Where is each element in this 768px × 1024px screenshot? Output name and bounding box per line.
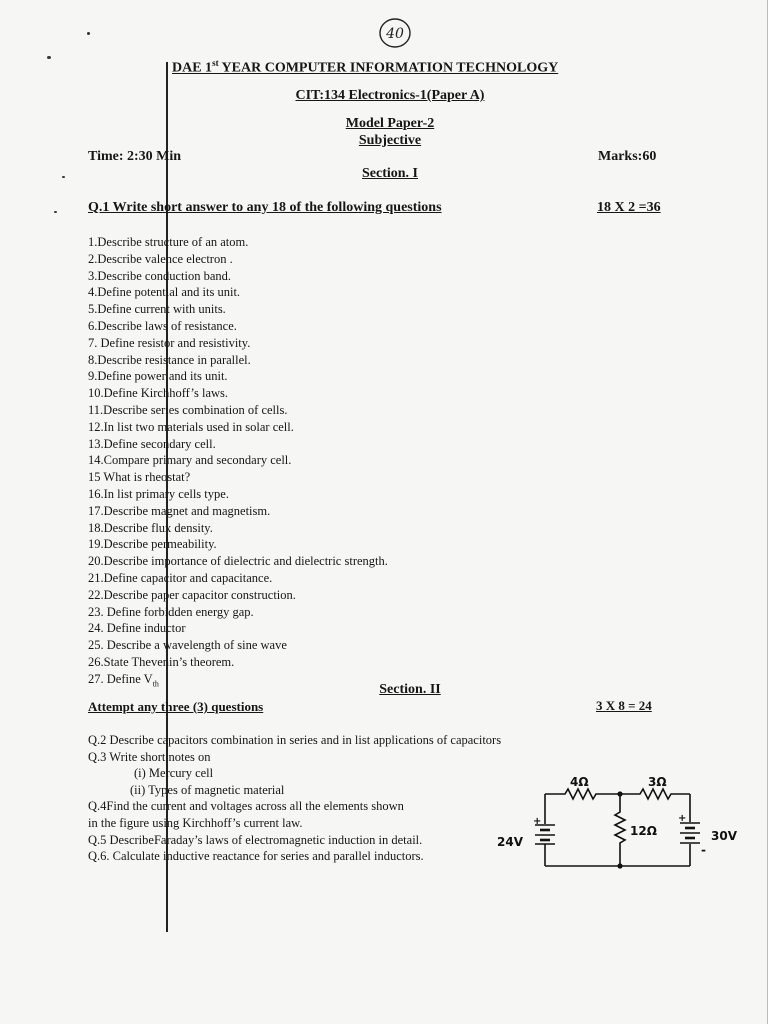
list-item: 2.Describe valence electron . (88, 251, 233, 266)
list-item: 19.Describe permeability. (88, 537, 217, 552)
scan-speck (47, 56, 51, 59)
list-item: 12.In list two materials used in solar cell. (88, 419, 294, 434)
list-item: 18.Describe flux density. (88, 520, 213, 535)
time-label: Time: 2:30 Min (88, 149, 182, 164)
scan-speck (54, 211, 57, 213)
r3-label: 12Ω (630, 824, 657, 838)
list-item: 3.Describe conduction band. (88, 268, 232, 283)
v2-label: 30V (711, 829, 737, 843)
list-item: Q.4Find the current and voltages across all the elements shown (88, 799, 404, 814)
list-item: Q.6. Calculate inductive reactance for series and parallel inductors. (88, 849, 424, 864)
list-item: 7. Define resistor and resistivity. (88, 335, 251, 350)
scan-speck (62, 176, 65, 178)
list-item: Q.5 DescribeFaraday’s laws of electromagnetic induction in detail. (88, 832, 423, 847)
section-2-heading: Attempt any three (3) questions (88, 699, 264, 714)
handwritten-page-number (378, 16, 412, 50)
paper-type-label: Subjective (358, 133, 422, 148)
list-item: 10.Define Kirchhoff’s laws. (88, 386, 229, 401)
section-2-title: Section. II (379, 682, 441, 697)
r2-label: 3Ω (648, 775, 667, 789)
resistor-12ohm (615, 794, 625, 866)
section-2-question-list (88, 732, 501, 865)
svg-text:-: - (701, 843, 706, 857)
list-item: 17.Describe magnet and magnetism. (88, 503, 271, 518)
list-item: 6.Describe laws of resistance. (88, 318, 237, 333)
node-dot (617, 791, 622, 796)
list-item: 26.State Thevenin’s theorem. (88, 654, 235, 669)
list-item: 1.Describe structure of an atom. (88, 235, 249, 249)
exam-title: DAE 1st YEAR COMPUTER INFORMATION TECHNOLOGY (172, 58, 559, 76)
list-item: 8.Describe resistance in parallel. (88, 352, 251, 367)
q1-heading: Q.1 Write short answer to any 18 of the following questions (88, 200, 442, 215)
list-item: 11.Describe series combination of cells. (88, 402, 288, 417)
list-item: 27. Define $V_{th}$ (88, 671, 159, 689)
circuit-diagram (490, 772, 750, 872)
r1-label: 4Ω (570, 775, 589, 789)
q1-question-list (88, 234, 388, 693)
section-1-title: Section. I (362, 166, 418, 181)
list-item: 24. Define inductor (88, 621, 186, 636)
course-code: CIT:134 Electronics-1(Paper A) (295, 88, 485, 103)
list-item: 5.Define current with units. (88, 302, 226, 317)
list-item: 23. Define forbidden energy gap. (88, 604, 254, 619)
list-item: 13.Define secondary cell. (88, 436, 216, 451)
svg-text:+: + (533, 816, 542, 827)
list-item: 21.Define capacitor and capacitance. (88, 570, 273, 585)
marks-label: Marks:60 (598, 149, 657, 164)
section-2-marks: 3 X 8 = 24 (596, 698, 652, 713)
battery-24v-symbol (535, 825, 555, 844)
list-item: 9.Define power and its unit. (88, 369, 228, 384)
v1-label: 24V (497, 835, 523, 849)
svg-text:40: 40 (386, 26, 404, 42)
list-item: 20.Describe importance of dielectric and dielectric strength. (88, 554, 388, 569)
list-item: Q.2 Describe capacitors combination in series and in list applications of capacitors (88, 733, 502, 747)
list-item: in the figure using Kirchhoff’s current law. (88, 815, 303, 830)
resistor-3ohm (620, 789, 690, 799)
battery-30v-symbol (680, 823, 700, 843)
list-item: (ii) Types of magnetic material (130, 782, 285, 797)
model-paper-label: Model Paper-2 (345, 116, 435, 131)
resistor-4ohm (545, 789, 620, 799)
list-item: Q.3 Write short notes on (88, 749, 211, 764)
scan-speck (87, 32, 90, 35)
list-item: 22.Describe paper capacitor construction. (88, 587, 296, 602)
list-item: (i) Mercury cell (134, 766, 214, 781)
svg-text:+: + (678, 813, 687, 824)
list-item: 25. Describe a wavelength of sine wave (88, 638, 287, 653)
list-item: 4.Define potential and its unit. (88, 285, 241, 300)
q1-marks: 18 X 2 =36 (597, 200, 661, 215)
list-item: 14.Compare primary and secondary cell. (88, 453, 292, 468)
node-dot (617, 863, 622, 868)
list-item: 16.In list primary cells type. (88, 486, 229, 501)
list-item: 15 What is rheostat? (88, 470, 191, 485)
